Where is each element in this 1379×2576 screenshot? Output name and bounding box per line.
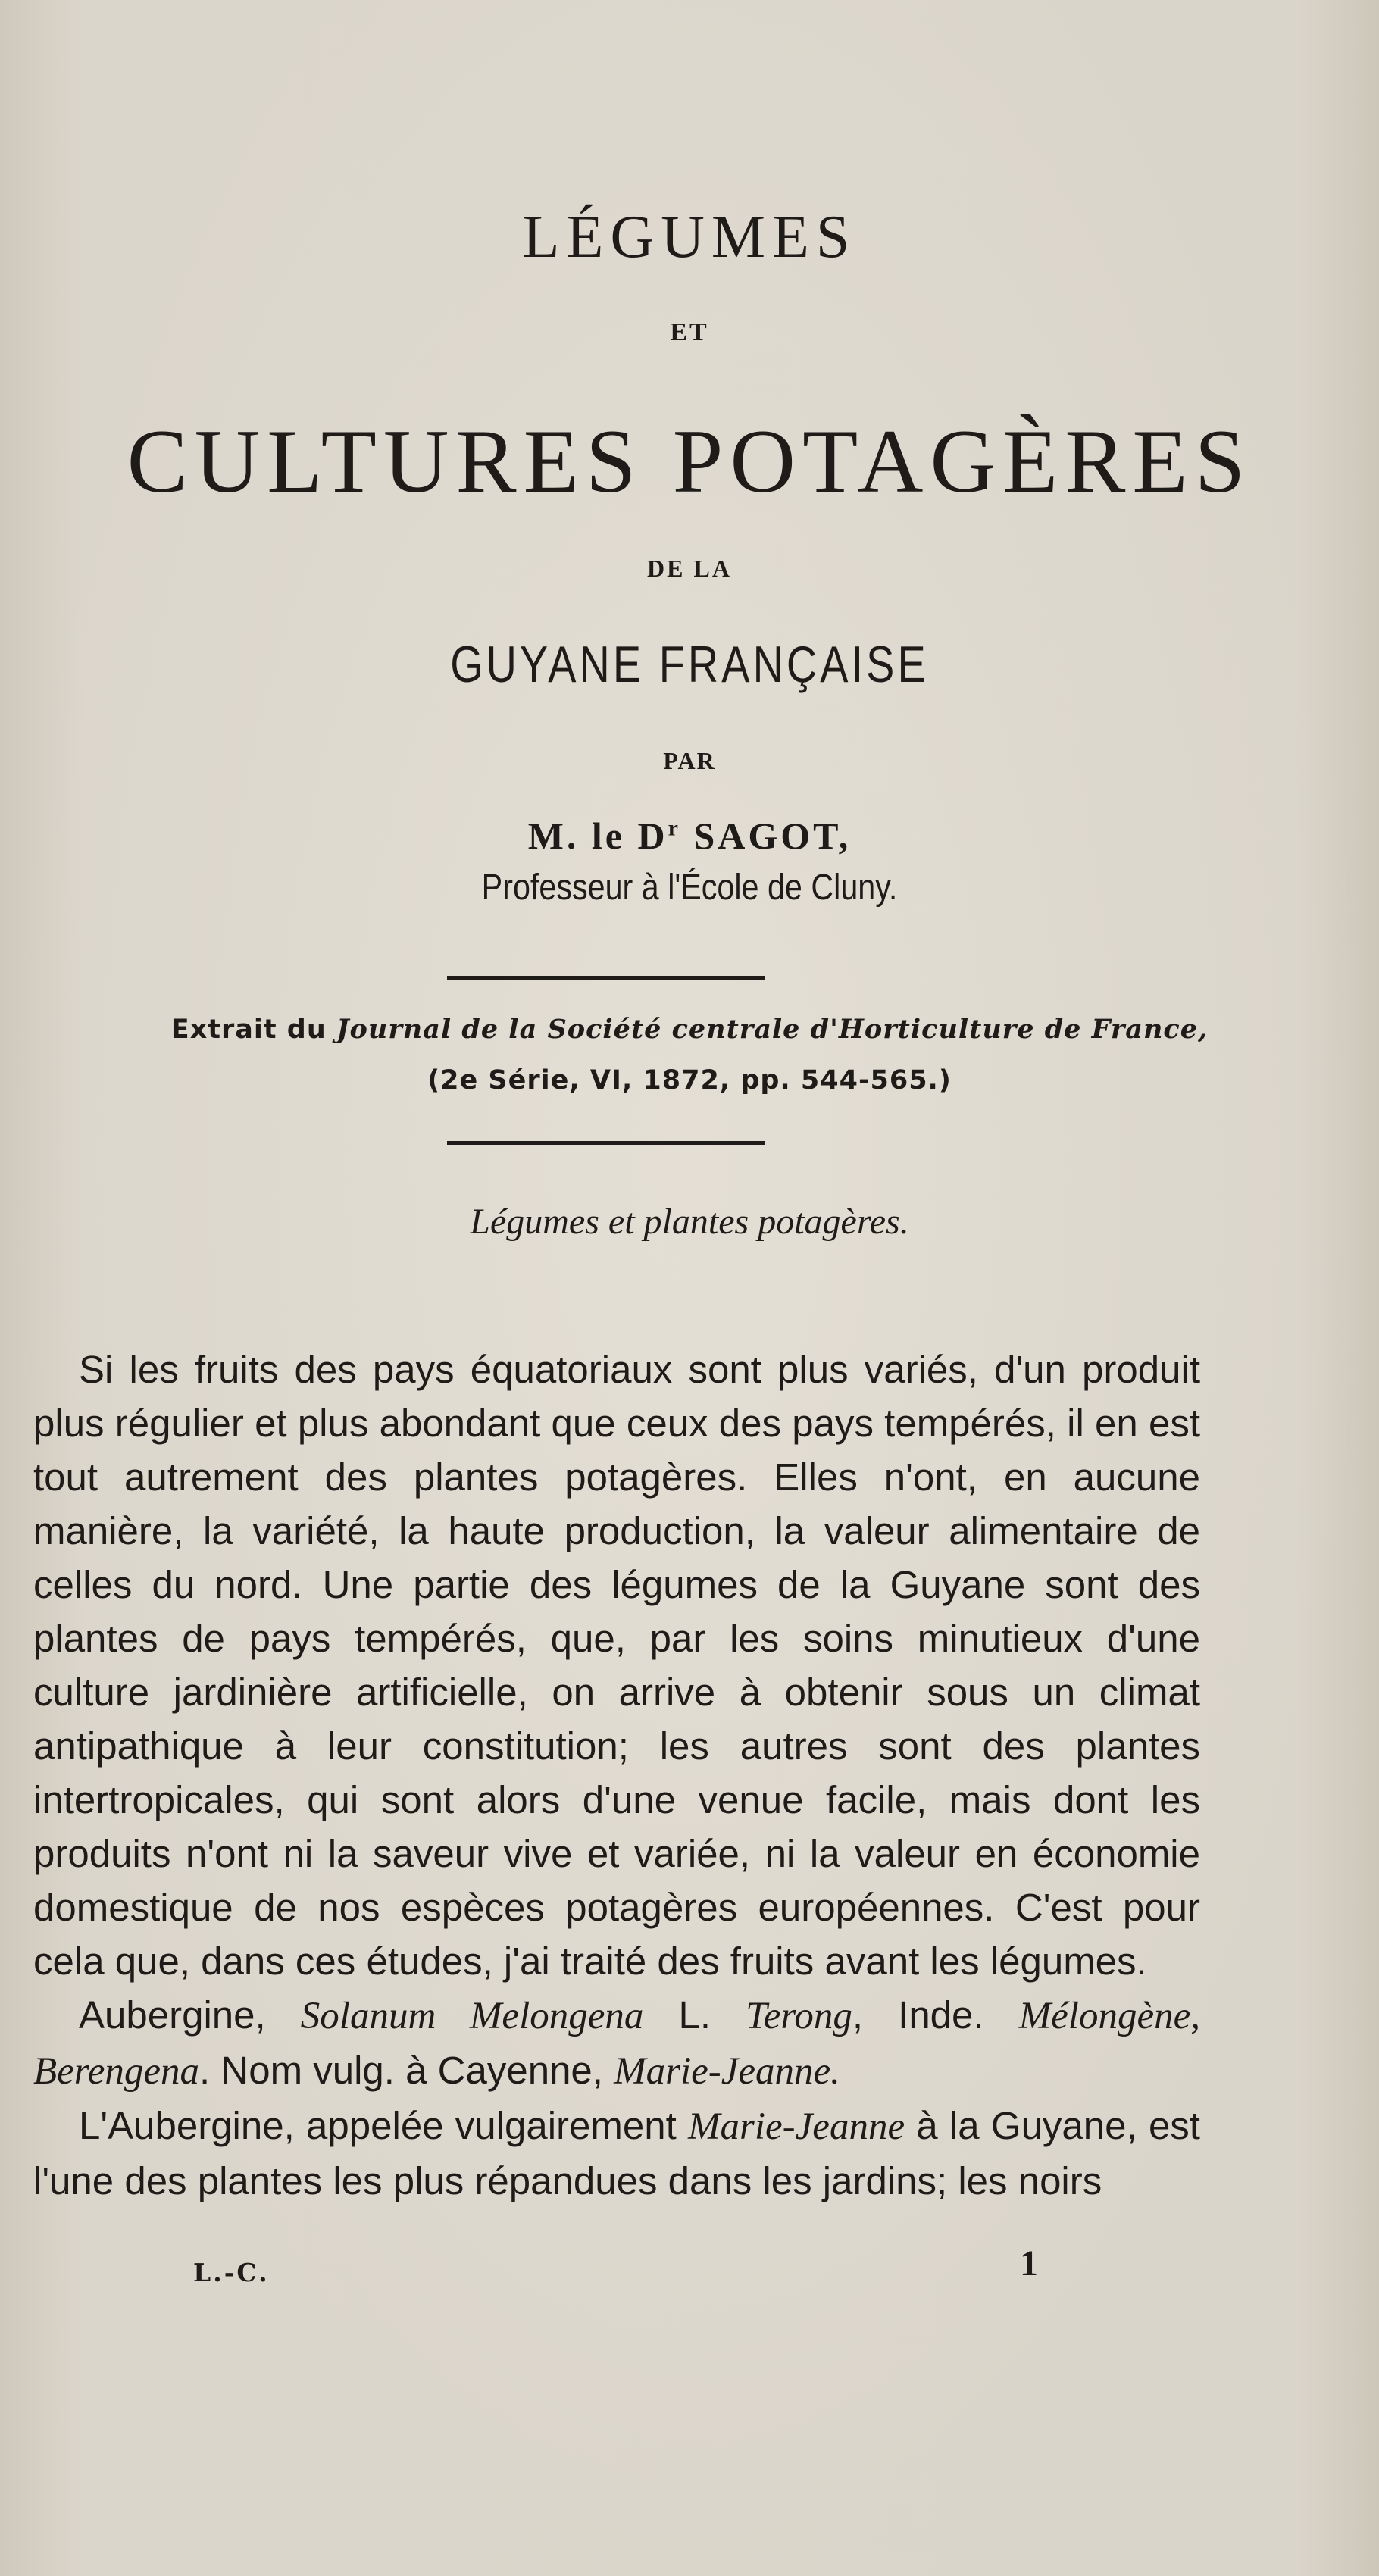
title-preposition: DE LA bbox=[647, 555, 732, 582]
citation-source: Extrait du Journal de la Société centrale d'Horticulture de France, bbox=[170, 1014, 1209, 1045]
journal-title: Journal de la Société centrale d'Horticulture de France, bbox=[336, 1014, 1209, 1045]
divider-bottom bbox=[447, 1141, 765, 1145]
title-conjunction: ET bbox=[670, 318, 709, 346]
signature-mark: L.-C. bbox=[193, 2258, 270, 2287]
body-text bbox=[33, 1343, 1200, 2208]
title-legumes: LÉGUMES bbox=[522, 204, 857, 270]
section-heading: Légumes et plantes potagères. bbox=[470, 1202, 909, 1242]
divider-top bbox=[447, 976, 765, 980]
paragraph-intro: Si les fruits des pays équatoriaux sont plus variés, d'un produit plus régulier et plus abondant que ceux des pays tempérés, il en est tout autrement des plantes potagères. Elles n'ont, en aucune manière, la variété, la haute production, la valeur alimentaire de celles du nord. Une partie des légumes de la Guyane sont des plantes de pays tempérés, que, par les soins minutieux d'une culture jardinière artificielle, on arrive à obtenir sous un climat antipathique à leur constitution; les autres sont des plantes intertropicales, qui sont alors d'une venue facile, mais dont les produits n'ont ni la saveur vive et variée, ni la valeur en économie domestique de nos espèces potagères européennes. C'est pour cela que, dans ces études, j'ai traité des fruits avant les légumes. bbox=[33, 1348, 1200, 1983]
page-number: 1 bbox=[1020, 2243, 1038, 2284]
author-name: M. le $D^r$ SAGOT, bbox=[527, 814, 852, 857]
author-affiliation: Professeur à l'École de Cluny. bbox=[481, 868, 898, 908]
paragraph-aubergine-names: Aubergine, Solanum Melongena L. Terong, Inde. Mélongène, Berengena. Nom vulg. à Cayenne, Marie-Jeanne. bbox=[33, 1993, 1200, 2093]
paragraph-aubergine-description: L'Aubergine, appelée vulgairement Marie-Jeanne à la Guyane, est l'une des plantes les plus répandues dans les jardins; les noirs bbox=[33, 2104, 1200, 2202]
title-guyane-francaise: GUYANE FRANÇAISE bbox=[450, 636, 929, 693]
citation-details: (2e Série, VI, 1872, pp. 544-565.) bbox=[427, 1065, 952, 1096]
byline-par: PAR bbox=[663, 747, 716, 774]
title-cultures-potageres: CULTURES POTAGÈRES bbox=[127, 411, 1252, 511]
